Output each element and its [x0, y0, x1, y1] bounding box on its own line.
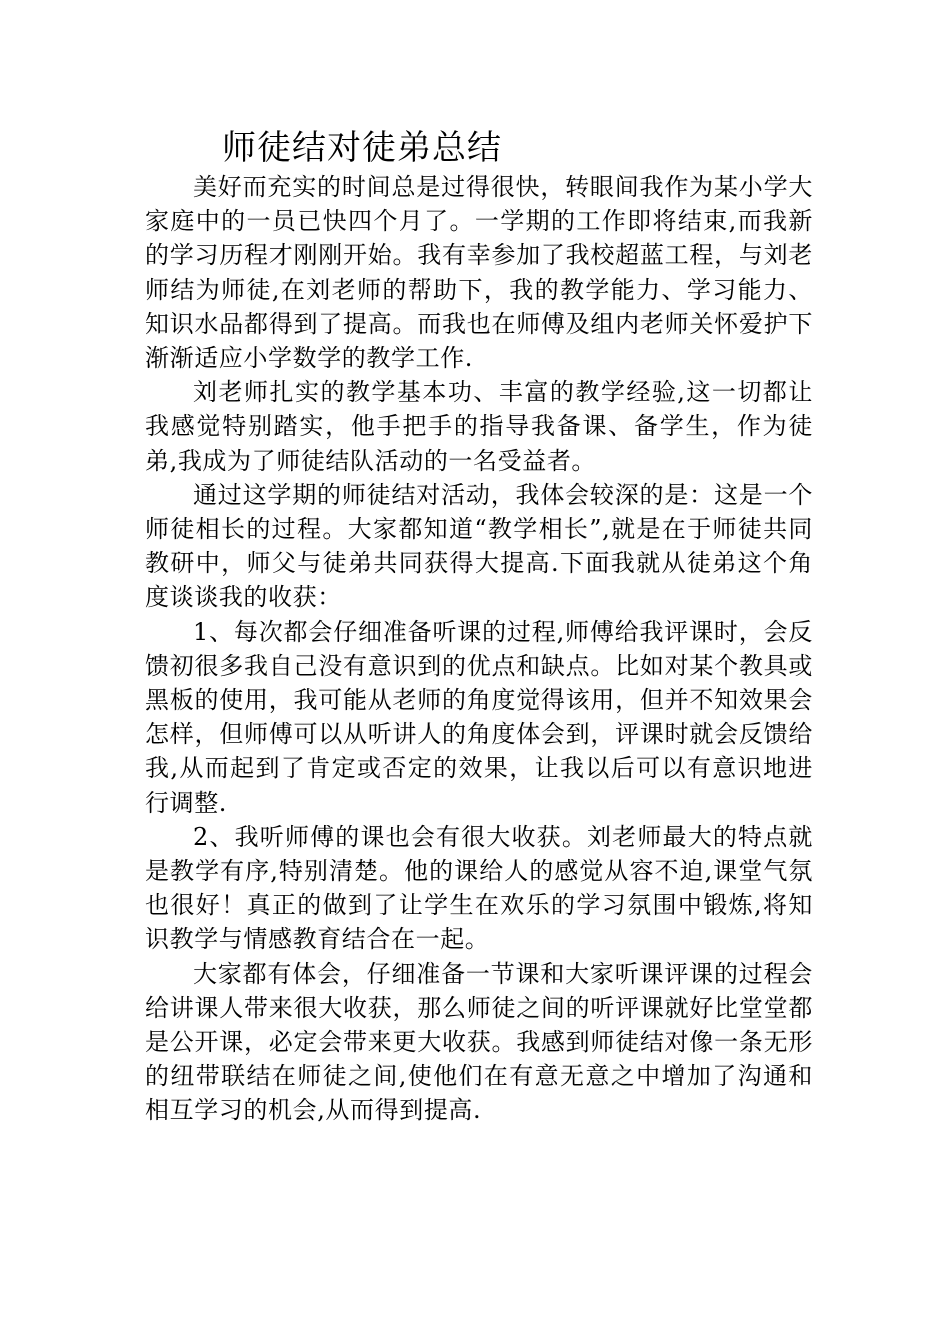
paragraph: 2、我听师傅的课也会有很大收获。刘老师最大的特点就是教学有序,特别清楚。他的课给人的感觉从容不迫,课堂气氛也很好！真正的做到了让学生在欢乐的学习氛围中锻炼,将知识教学与情感教育结合在一起。: [145, 822, 813, 954]
document-title: 师徒结对徒弟总结: [222, 128, 502, 168]
paragraph: 1、每次都会仔细准备听课的过程,师傅给我评课时，会反馈初很多我自己没有意识到的优点和缺点。比如对某个教具或黑板的使用，我可能从老师的角度觉得该用，但并不知效果会怎样，但师傅可以从听讲人的角度体会到，评课时就会反馈给我,从而起到了肯定或否定的效果，让我以后可以有意识地进行调整.: [145, 617, 813, 817]
paragraph: 刘老师扎实的教学基本功、丰富的教学经验,这一切都让我感觉特别踏实，他手把手的指导我备课、备学生，作为徒弟,我成为了师徒结队活动的一名受益者。: [145, 378, 813, 475]
document-body: [145, 170, 813, 1128]
paragraph: 美好而充实的时间总是过得很快，转眼间我作为某小学大家庭中的一员已快四个月了。一学期的工作即将结束,而我新的学习历程才刚刚开始。我有幸参加了我校超蓝工程，与刘老师结为师徒,在刘老师的帮助下，我的教学能力、学习能力、知识水品都得到了提高。而我也在师傅及组内老师关怀爱护下渐渐适应小学数学的教学工作.: [145, 173, 813, 373]
paragraph: 大家都有体会，仔细准备一节课和大家听课评课的过程会给讲课人带来很大收获，那么师徒之间的听评课就好比堂堂都是公开课，必定会带来更大收获。我感到师徒结对像一条无形的纽带联结在师徒之间,使他们在有意无意之中增加了沟通和相互学习的机会,从而得到提高.: [145, 959, 813, 1125]
paragraph: 通过这学期的师徒结对活动，我体会较深的是：这是一个师徒相长的过程。大家都知道“教学相长”,就是在于师徒共同教研中，师父与徒弟共同获得大提高.下面我就从徒弟这个角度谈谈我的收获：: [145, 480, 813, 612]
